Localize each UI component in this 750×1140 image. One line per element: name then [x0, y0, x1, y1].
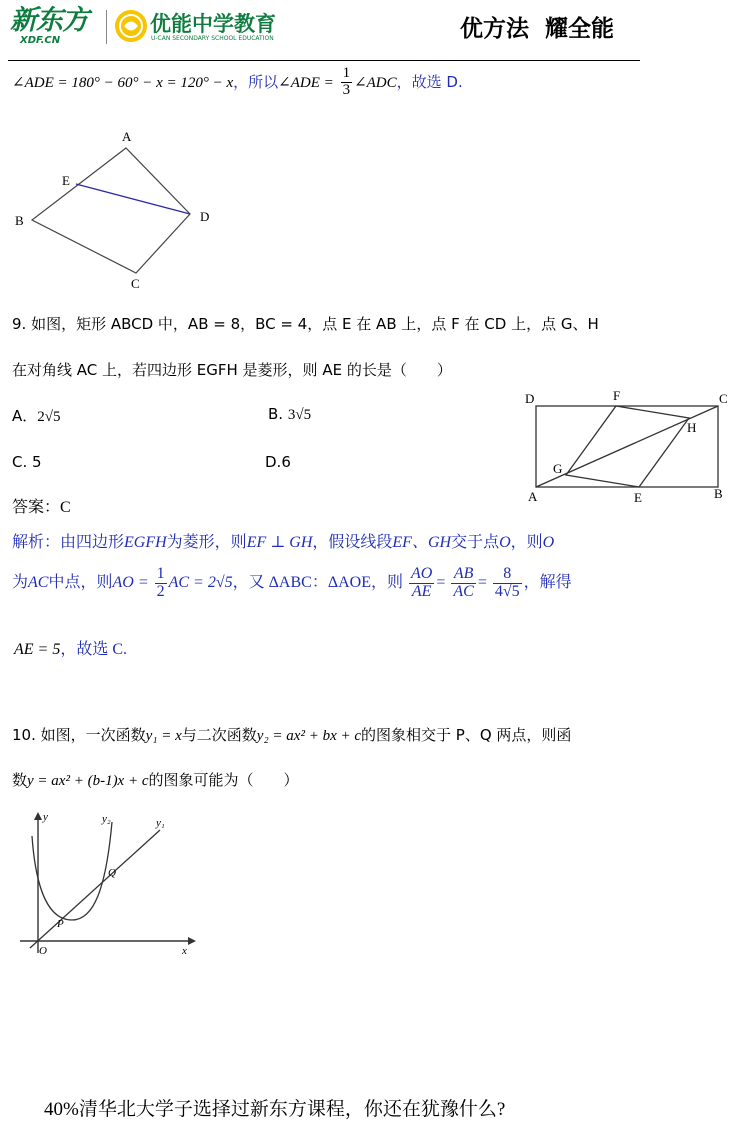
sol9-line-1: 解析：由四边形EGFH为菱形，则EF ⊥ GH，假设线段EF、GH交于点O，则O — [12, 534, 555, 551]
fig1-label-a: A — [122, 129, 132, 144]
figure-quadrilateral — [10, 125, 220, 295]
xdf-logo — [10, 6, 110, 50]
fraction-ao-ae: $\frac{AO}{AE}$ — [411, 565, 433, 600]
so-text: ，所以 — [233, 72, 279, 91]
q9-option-b: B. 3√5 — [268, 405, 312, 423]
fig3-label-y1: y₁ — [156, 817, 165, 829]
fig3-label-y2: y₂ — [102, 813, 111, 825]
fig1-label-b: B — [15, 213, 24, 228]
angle-rhs: ∠ADC — [354, 74, 397, 91]
fig2-label-a: A — [528, 489, 538, 504]
fig1-label-d: D — [200, 209, 210, 224]
q10-line-2: 数y = ax² + (b-1)x + c的图象可能为（ ） — [12, 771, 299, 789]
fig3-label-q: Q — [108, 867, 116, 879]
q10-line-1: 10. 如图，一次函数y₁ = x与二次函数y₂ = ax² + bx + c的图象相交于 P、Q 两点，则函 — [12, 726, 572, 744]
fraction-one-third: $\frac{1}{3}$ — [342, 65, 351, 98]
solution-line-prev — [12, 66, 463, 99]
fraction-ab-ac: $\frac{AB}{AC}$ — [453, 565, 474, 600]
q9-option-d: D.6 — [265, 453, 291, 471]
angle-expr: ∠ADE = 180° − 60° − x = 120° − x — [12, 74, 234, 91]
q9-line-2: 在对角线 AC 上，若四边形 EGFH 是菱形，则 AE 的长是（ ） — [12, 361, 452, 379]
sol9-line-2: 为AC中点，则AO = $\frac{1}{2}$ AC = 2√5，又 ΔABC：ΔAOE，则 $\frac{AO}{AE}$ = $\frac{AB}{AC}$ = $\frac{8}{4√5}$ ，解得 — [12, 565, 572, 600]
fig2-label-h: H — [687, 420, 697, 435]
fraction-half: $\frac{1}{2}$ — [156, 565, 165, 600]
slogan: 优方法 耀全能 — [460, 16, 615, 42]
brand-cn: 优能中学教育 — [150, 12, 276, 36]
choose-d-text: ，故选 D. — [396, 72, 463, 91]
fig2-label-g: G — [553, 461, 563, 476]
sol9-line-3: AE = 5，故选 C. — [14, 641, 128, 658]
fig1-label-c: C — [131, 276, 140, 291]
logo-en: XDF.CN — [20, 35, 61, 46]
fig2-label-d: D — [525, 391, 535, 406]
fig3-label-p: P — [57, 918, 64, 930]
fig1-label-e: E — [62, 173, 70, 188]
fig2-label-b: B — [714, 486, 723, 501]
fig3-label-x: x — [182, 945, 187, 957]
angle-lhs: ∠ADE = — [278, 74, 334, 91]
figure-function-graph — [10, 808, 210, 963]
fig3-label-y: y — [43, 811, 48, 823]
fig2-label-e: E — [634, 490, 642, 505]
fig3-label-o: O — [39, 945, 47, 957]
fig2-label-f: F — [613, 388, 621, 403]
logo-divider — [106, 10, 107, 44]
figure-rectangle-rhombus — [520, 385, 750, 510]
q9-option-c: C. 5 — [12, 453, 42, 471]
fraction-8-4root5: $\frac{8}{4√5}$ — [494, 565, 520, 600]
header — [8, 4, 640, 54]
header-rule — [8, 60, 640, 61]
q9-option-a: A．2√5 — [12, 407, 61, 425]
q9-answer: 答案：C — [12, 499, 71, 516]
q9-line-1: 9. 如图，矩形 ABCD 中，AB = 8，BC = 4，点 E 在 AB 上，点 F 在 CD 上，点 G、H — [12, 315, 599, 333]
footer-slogan: 40%清华北大学子选择过新东方课程，你还在犹豫什么? — [44, 1099, 506, 1120]
ucan-emblem-icon — [114, 9, 148, 43]
brand-en: U-CAN SECONDARY SCHOOL EDUCATION — [151, 35, 274, 42]
logo-cn: 新东方 — [10, 5, 88, 36]
fig2-label-c: C — [719, 391, 728, 406]
